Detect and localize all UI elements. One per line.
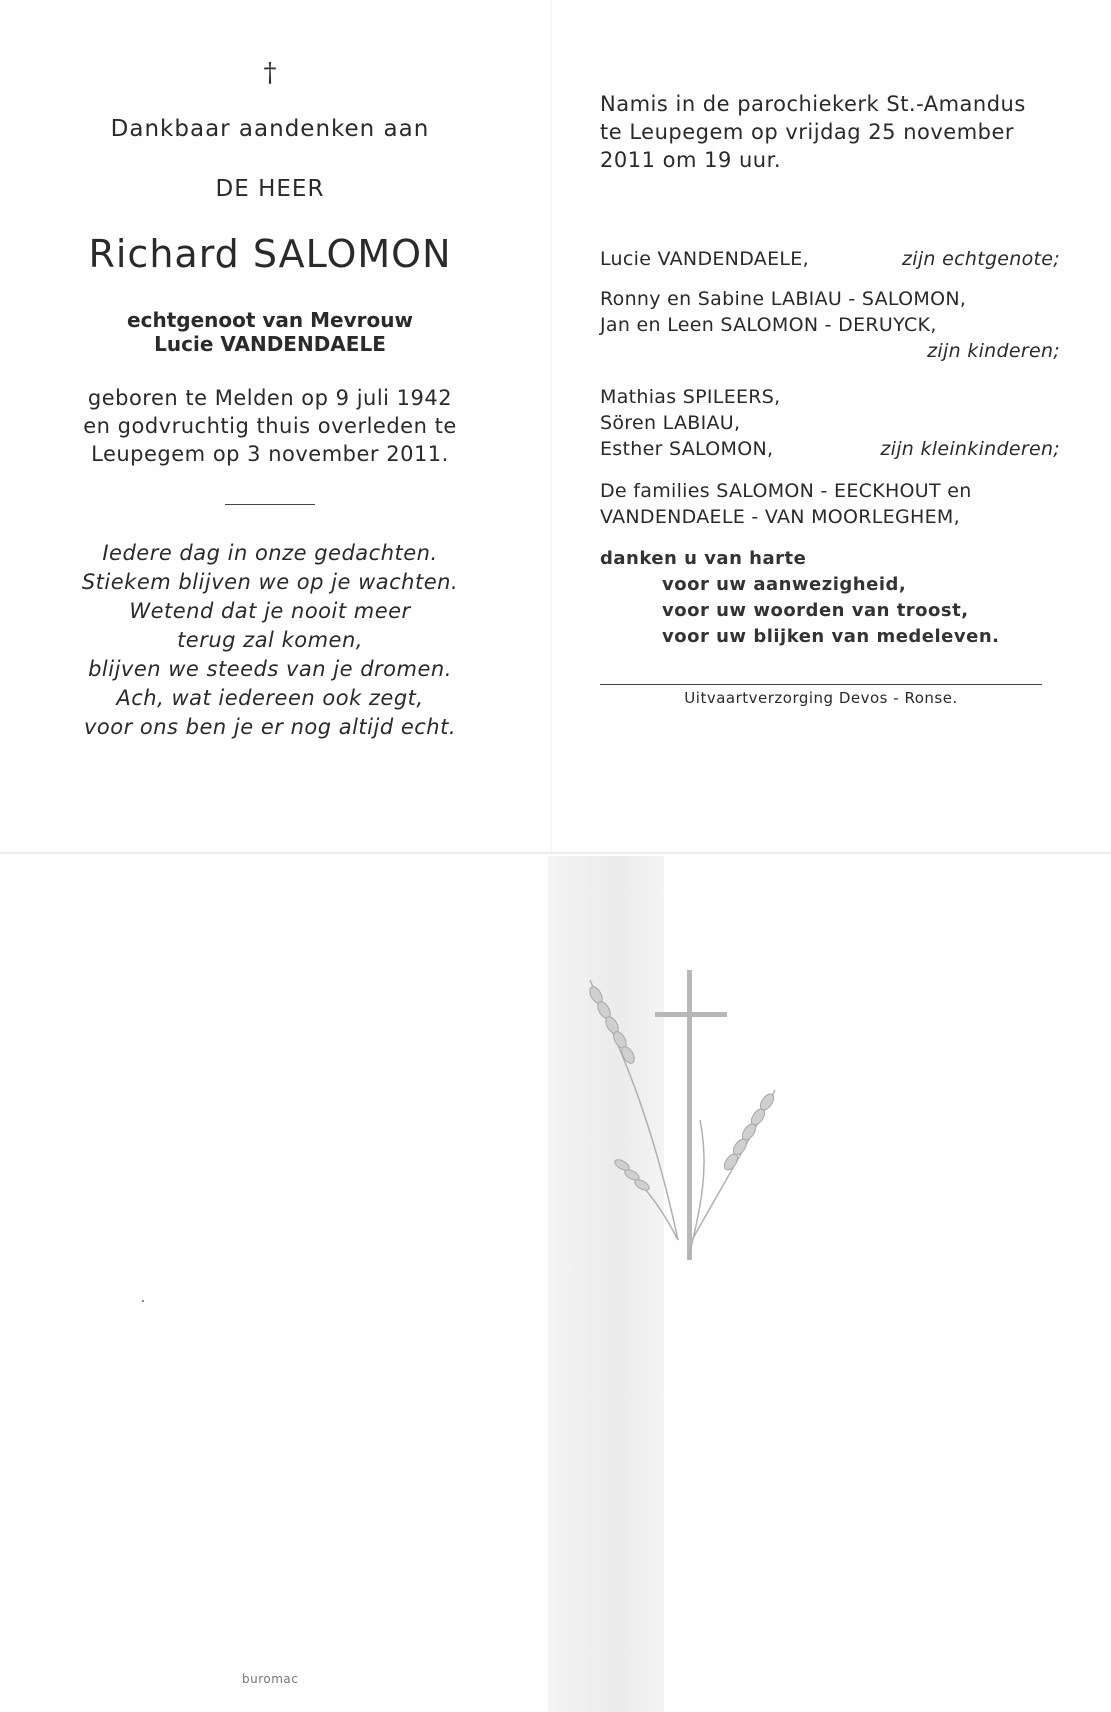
poem-line: Stiekem blijven we op je wachten. — [81, 570, 459, 594]
right-panel — [600, 90, 1060, 707]
speck — [142, 1300, 144, 1302]
poem-line: Ach, wat iedereen ook zegt, — [116, 686, 424, 710]
vertical-fold-line — [551, 0, 552, 852]
service-announcement — [600, 90, 1060, 174]
grandchild-name: Esther SALOMON, — [600, 438, 774, 460]
undertaker-divider — [600, 684, 1042, 685]
service-line: Namis in de parochiekerk St.-Amandus — [600, 92, 1026, 116]
birth-death-line: geboren te Melden op 9 juli 1942 — [87, 386, 453, 410]
cross-icon — [655, 970, 727, 1260]
families-line: VANDENDAELE - VAN MOORLEGHEM, — [600, 506, 960, 528]
families-entry — [600, 478, 1060, 530]
service-line: 2011 om 19 uur. — [600, 148, 781, 172]
horizontal-fold-line — [0, 852, 1111, 854]
grandchild-name: Mathias SPILEERS, — [600, 386, 781, 408]
poem-line: voor ons ben je er nog altijd echt. — [83, 715, 457, 739]
birth-death-block — [60, 384, 480, 468]
spouse-line: Lucie VANDENDAELE — [154, 332, 386, 356]
poem-line: terug zal komen, — [177, 628, 363, 652]
child-name: Jan en Leen SALOMON - DERUYCK, — [600, 314, 937, 336]
birth-death-line: en godvruchtig thuis overleden te — [83, 414, 457, 438]
children-entry — [600, 286, 1060, 364]
poem-line: blijven we steeds van je dromen. — [88, 657, 452, 681]
cross-icon: † — [263, 58, 277, 88]
birth-death-line: Leupegem op 3 november 2011. — [91, 442, 449, 466]
poem-line: Iedere dag in onze gedachten. — [102, 541, 438, 565]
printer-credit: buromac — [242, 1672, 299, 1686]
families-line: De families SALOMON - EECKHOUT en — [600, 480, 972, 502]
poem — [60, 539, 480, 742]
poem-line: Wetend dat je nooit meer — [129, 599, 411, 623]
spouse-block — [60, 308, 480, 356]
divider — [225, 504, 315, 505]
grandchildren-relation: zijn kleinkinderen; — [880, 438, 1060, 460]
spouse-line: echtgenoot van Mevrouw — [127, 308, 413, 332]
spouse-entry — [600, 246, 1060, 272]
thanks-line: voor uw aanwezigheid, — [662, 574, 907, 595]
undertaker-credit: Uitvaartverzorging Devos - Ronse. — [684, 689, 958, 707]
grandchildren-entry — [600, 384, 1060, 462]
thanks-line: voor uw blijken van medeleven. — [662, 626, 1000, 647]
remembrance-heading: Dankbaar aandenken aan — [110, 116, 430, 142]
service-line: te Leupegem op vrijdag 25 november — [600, 120, 1015, 144]
spouse-name: Lucie VANDENDAELE, — [600, 248, 809, 270]
thanks-block — [600, 546, 1060, 650]
deceased-name: Richard SALOMON — [88, 232, 452, 276]
spouse-relation: zijn echtgenote; — [902, 248, 1060, 270]
wheat-icon — [590, 980, 775, 1260]
thanks-line: danken u van harte — [600, 548, 807, 569]
thanks-line: voor uw woorden van troost, — [662, 600, 969, 621]
child-name: Ronny en Sabine LABIAU - SALOMON, — [600, 288, 967, 310]
cross-and-wheat-illustration — [560, 940, 820, 1300]
children-relation: zijn kinderen; — [927, 340, 1060, 362]
honorific: DE HEER — [215, 176, 325, 202]
left-panel — [60, 60, 480, 742]
grandchild-name: Sören LABIAU, — [600, 412, 741, 434]
